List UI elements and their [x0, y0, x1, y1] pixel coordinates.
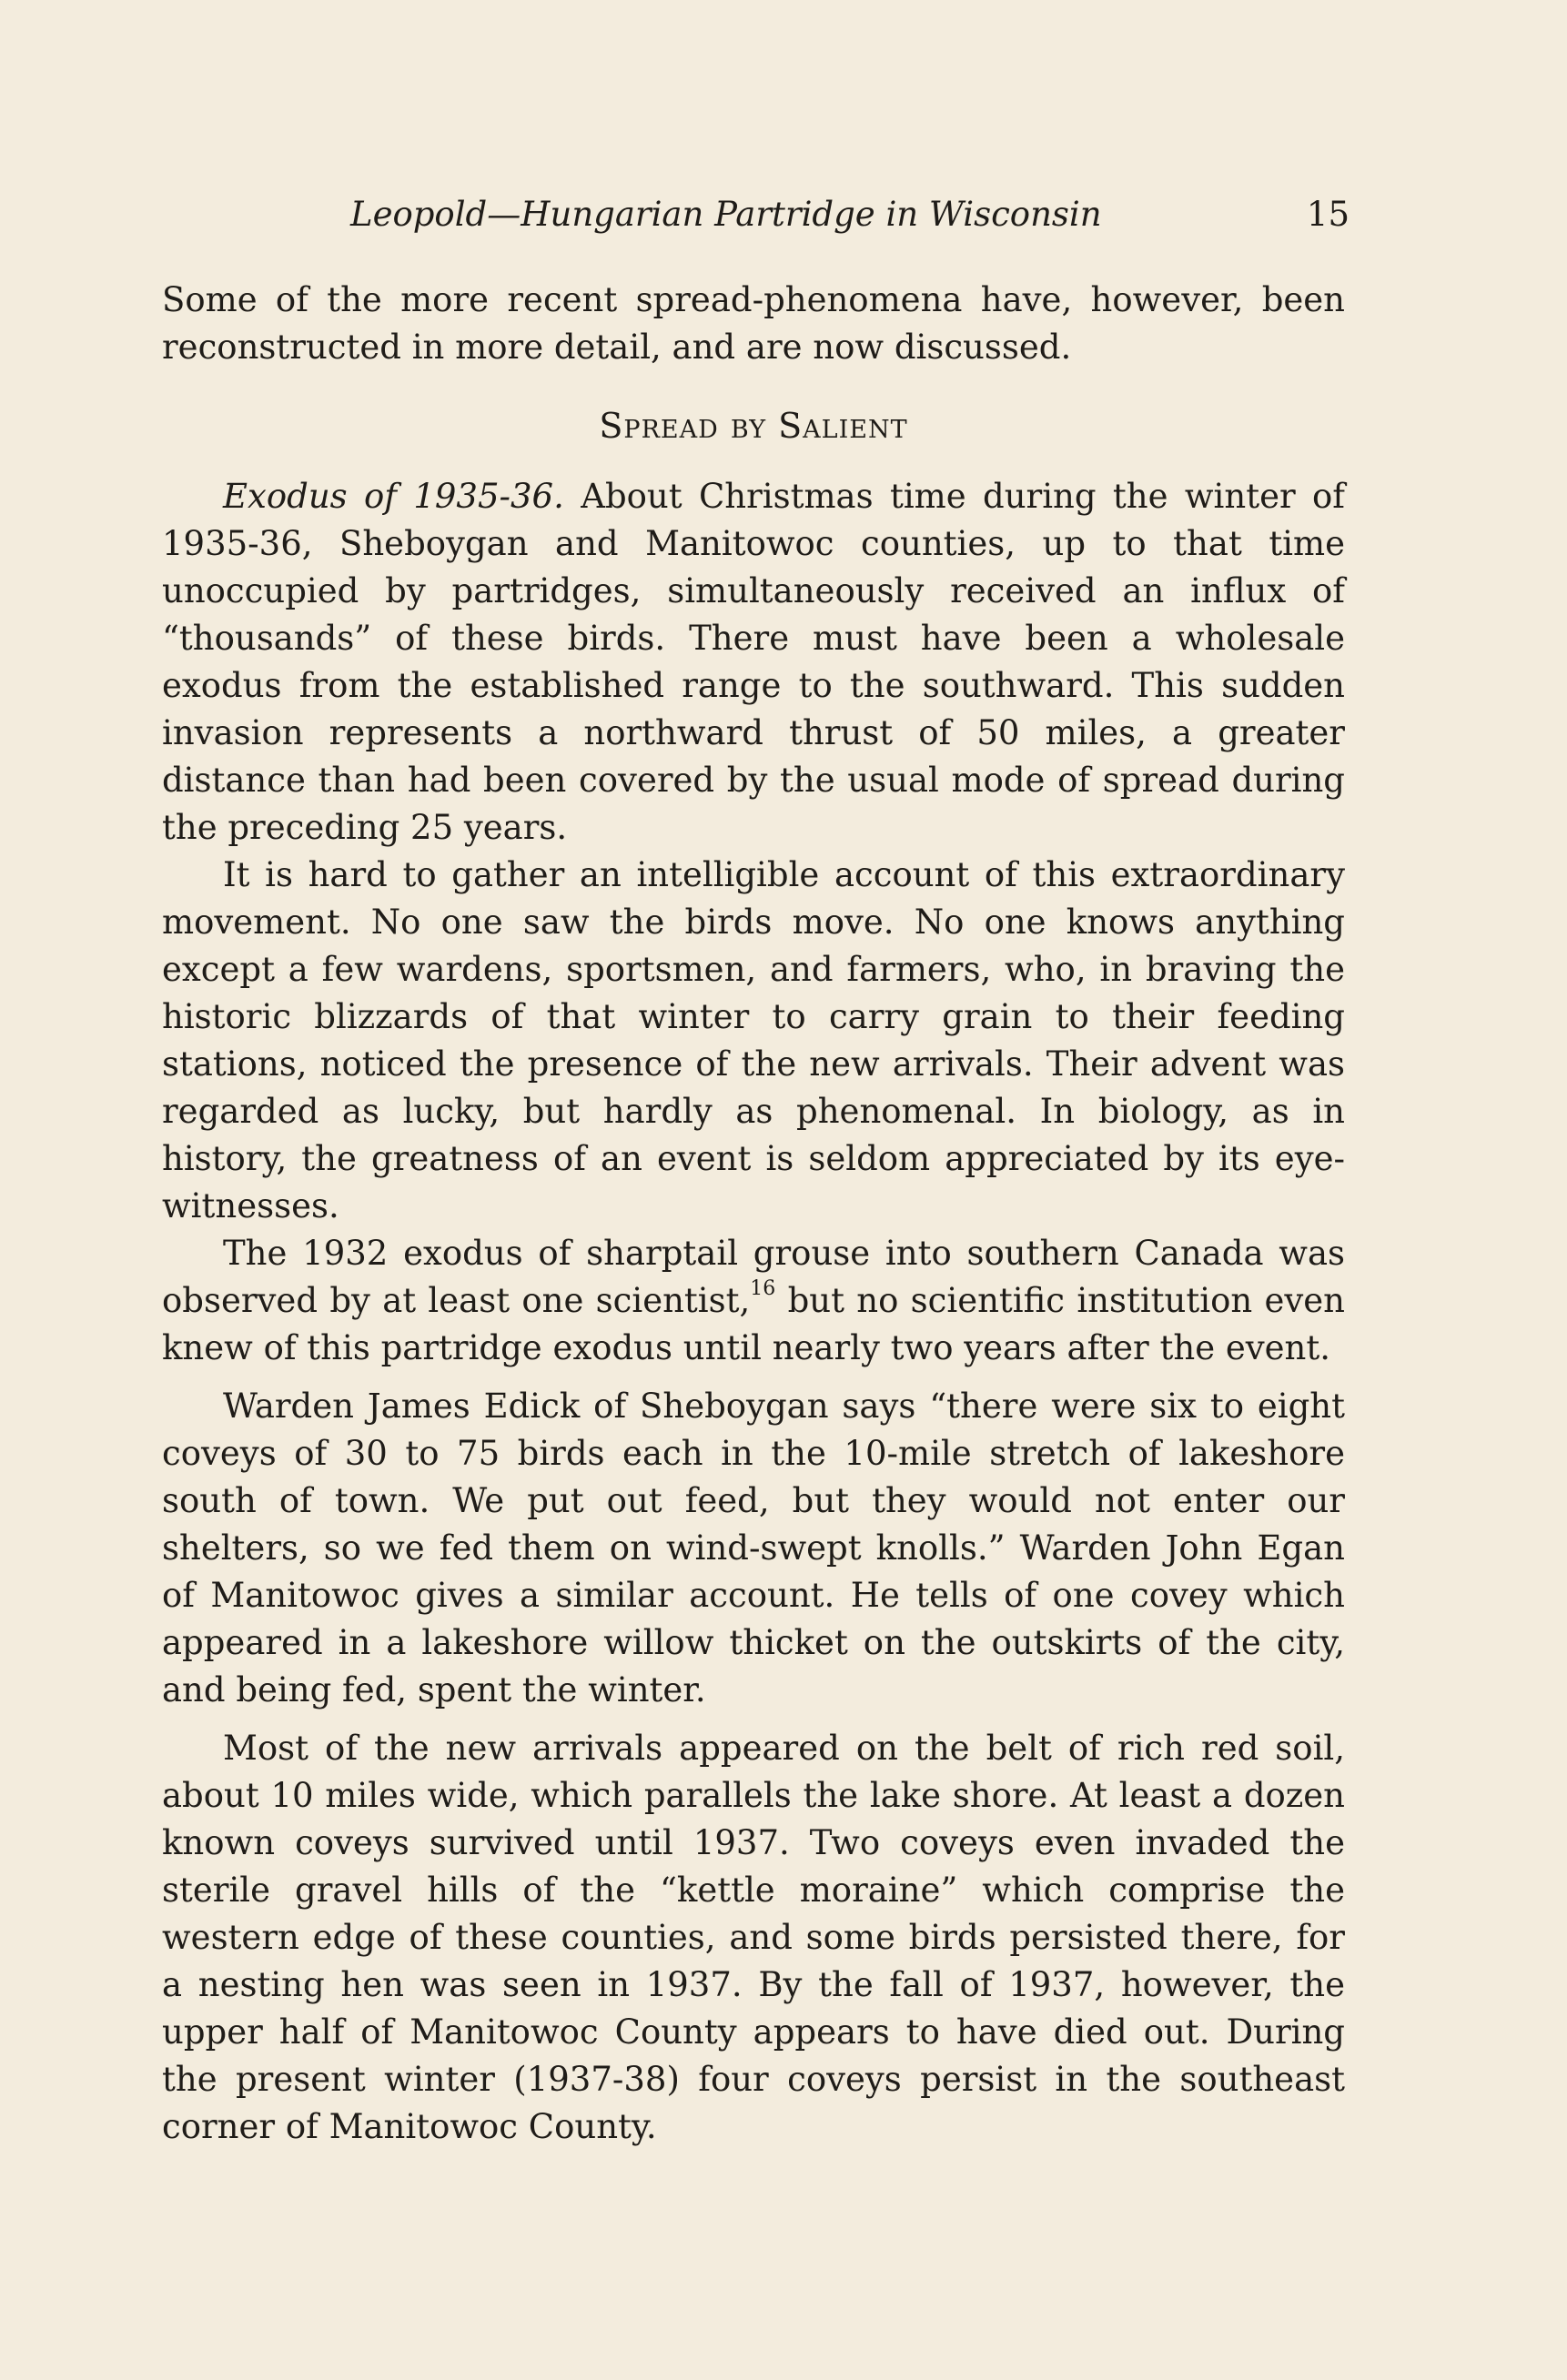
paragraph-4-text-end: but no scientific institution even knew of this partridge exodus until nearly two years after the event. [162, 1281, 1345, 1367]
body-text [162, 277, 1345, 2151]
paragraph-5: Warden James Edick of Sheboygan says “there were six to eight coveys of 30 to 75 birds each in the 10-mile stretch of lakeshore south of town. We put out feed, but they would not enter our shelters, so we fed them on wind-swept knolls.” Warden John Egan of Manitowoc gives a similar account. He tells of one covey which appeared in a lakeshore willow thicket on the outskirts of the city, and being fed, spent the winter. [162, 1387, 1345, 1709]
running-title: Leopold—Hungarian Partridge in Wisconsin [350, 195, 1102, 234]
paragraph-4 [162, 1230, 1345, 1372]
running-head [162, 191, 1350, 246]
footnote-reference: 16 [750, 1276, 776, 1300]
paragraph-2 [162, 473, 1345, 852]
paragraph-1: Some of the more recent spread-phenomena have, however, been reconstructed in more detail, and are now discussed. [162, 280, 1345, 367]
paragraph-3: It is hard to gather an intelligible account of this extraordinary movement. No one saw the birds move. No one knows anything except a few wardens, sportsmen, and farmers, who, in braving the historic blizzards of that winter to carry grain to their feeding stations, noticed the presence of the new arrivals. Their advent was regarded as lucky, but hardly as phenomenal. In biology, as in history, the greatness of an event is seldom appreciated by its eye-witnesses. [162, 855, 1345, 1225]
section-heading: Spread by Salient [599, 406, 908, 446]
run-in-heading: Exodus of 1935-36. [223, 477, 564, 516]
paragraph-6: Most of the new arrivals appeared on the belt of rich red soil, about 10 miles wide, which parallels the lake shore. At least a dozen known coveys survived until 1937. Two coveys even invaded the sterile gravel hills of the “kettle moraine” which comprise the western edge of these counties, and some birds persisted there, for a nesting hen was seen in 1937. By the fall of 1937, however, the upper half of Manitowoc County appears to have died out. During the present winter (1937-38) four coveys persist in the southeast corner of Manitowoc County. [162, 1729, 1345, 2146]
book-page [162, 191, 1350, 2151]
paragraph-2-text: About Christmas time during the winter of 1935-36, Sheboygan and Manitowoc counties, up to that time unoccupied by partridges, simultaneously received an influx of “thousands” of these birds. There must have been a wholesale exodus from the established range to the southward. This sudden invasion represents a northward thrust of 50 miles, a greater distance than had been covered by the usual mode of spread during the preceding 25 years. [162, 477, 1345, 847]
page-number: 15 [1306, 195, 1350, 234]
paragraph-4-text-start: The 1932 exodus of sharptail grouse into southern Canada was observed by at least one scientist, [162, 1234, 1345, 1320]
